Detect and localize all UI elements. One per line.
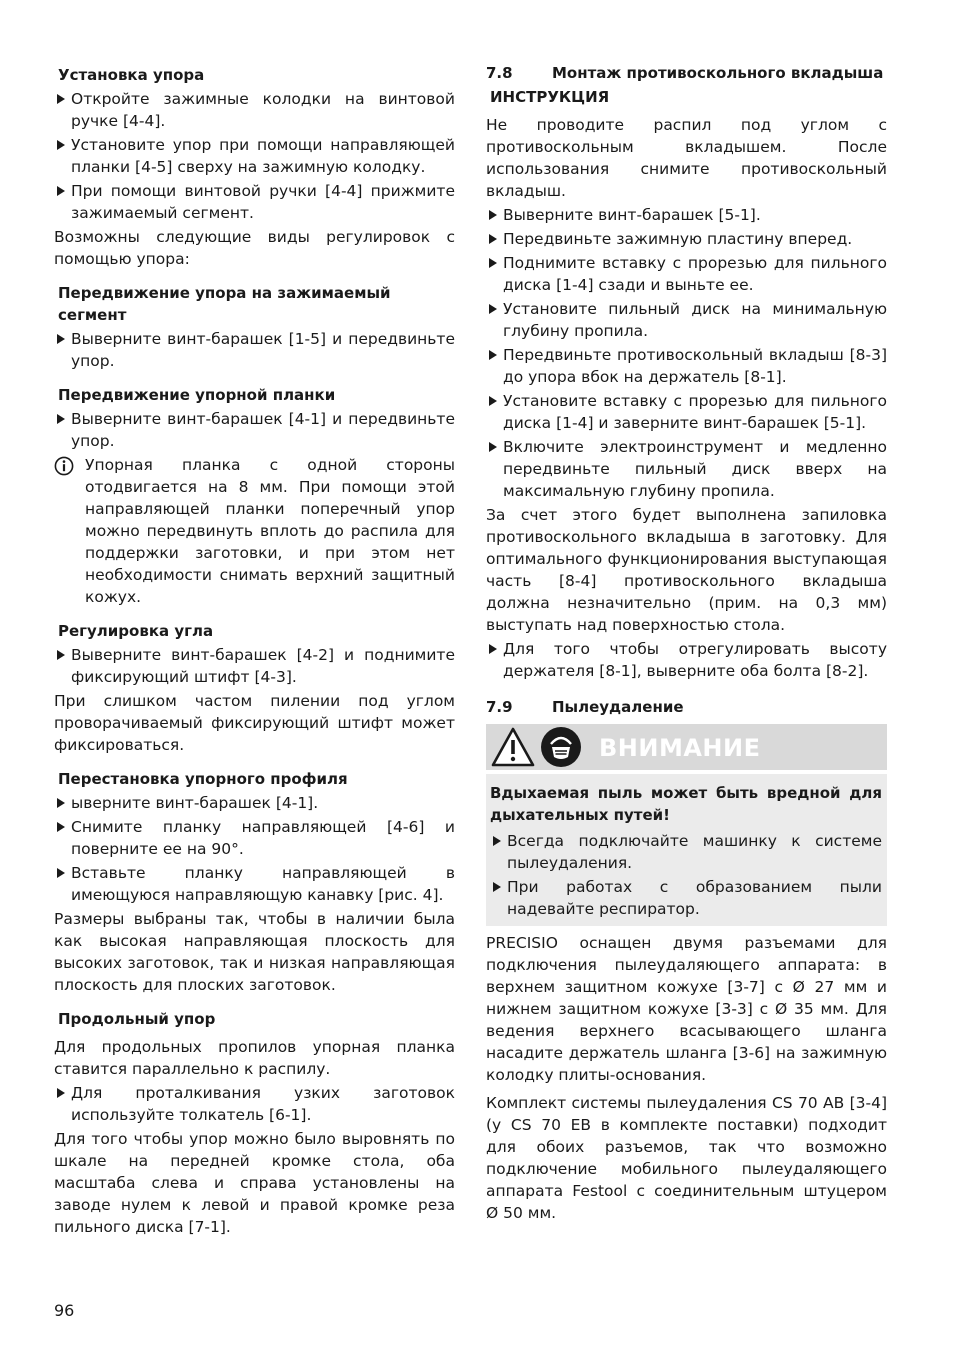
info-icon	[54, 456, 74, 476]
arrow-bullet-icon	[57, 414, 65, 424]
warning-text: Вдыхаемая пыль может быть вредной для дыхательных путей!	[490, 784, 882, 824]
paragraph: Не проводите распил под углом с противоскольным вкладышем. После использования снимите противоскольный вкладыш.	[486, 116, 887, 200]
arrow-bullet-icon	[489, 304, 497, 314]
paragraph: Возможны следующие виды регулировок с помощью упора:	[54, 228, 455, 268]
paragraph: Комплект системы пылеудаления CS 70 AB [3-4] (у CS 70 EB в комплекте поставки) подходит для обоих разъемов, так что возможно подключение мобильного пылеудаляющего аппарата Festool с соединительным штуцером Ø 50 мм.	[486, 1094, 887, 1222]
list-item: Поднимите вставку с прорезью для пильного диска [1-4] сзади и выньте ее.	[486, 252, 887, 296]
list-item: Передвиньте зажимную пластину вперед.	[486, 228, 887, 250]
list-item: Снимите планку направляющей [4-6] и поверните ее на 90°.	[54, 816, 455, 860]
instruction-heading: ИНСТРУКЦИЯ	[490, 88, 610, 106]
heading-rip-fence: Продольный упор	[58, 1010, 216, 1028]
list-item: Вставьте планку направляющей в имеющуюся направляющую канавку [рис. 4].	[54, 862, 455, 906]
list-item: Установите пильный диск на минимальную глубину пропила.	[486, 298, 887, 342]
list-item: Выверните винт-барашек [5-1].	[486, 204, 887, 226]
arrow-bullet-icon	[493, 882, 501, 892]
list-item: ыверните винт-барашек [4-1].	[54, 792, 455, 814]
paragraph: Для продольных пропилов упорная планка ставится параллельно к распилу.	[54, 1038, 455, 1078]
info-note: Упорная планка с одной стороны отодвигается на 8 мм. При помощи этой направляющей планки поперечный упор можно передвинуть вплоть до распила для поддержки заготовки, и при этом нет необходимости снимать верхний защитный кожух.	[54, 454, 455, 608]
list-item: Для того чтобы отрегулировать высоту держателя [8-1], выверните оба болта [8-2].	[486, 638, 887, 682]
list-item: Для проталкивания узких заготовок используйте толкатель [6-1].	[54, 1082, 455, 1126]
arrow-bullet-icon	[57, 186, 65, 196]
list-item: Выверните винт-барашек [4-1] и передвиньте упор.	[54, 408, 455, 452]
heading-move-to-clamp-segment: Передвижение упора на зажимаемый сегмент	[58, 284, 391, 324]
arrow-bullet-icon	[489, 350, 497, 360]
list-item: Откройте зажимные колодки на винтовой ручке [4-4].	[54, 88, 455, 132]
bullet-list	[486, 638, 887, 682]
bullet-list	[490, 830, 882, 920]
arrow-bullet-icon	[57, 798, 65, 808]
warning-triangle-icon	[490, 726, 536, 768]
list-item: Включите электроинструмент и медленно передвиньте пильный диск вверх на максимальную глубину пропила.	[486, 436, 887, 502]
section-heading-7-8	[486, 62, 887, 84]
bullet-list	[486, 204, 887, 502]
heading-angle-adjustment: Регулировка угла	[58, 622, 214, 640]
arrow-bullet-icon	[57, 868, 65, 878]
list-item: При помощи винтовой ручки [4-4] прижмите зажимаемый сегмент.	[54, 180, 455, 224]
arrow-bullet-icon	[57, 822, 65, 832]
list-item: Выверните винт-барашек [1-5] и передвиньте упор.	[54, 328, 455, 372]
arrow-bullet-icon	[489, 396, 497, 406]
list-item: Установите вставку с прорезью для пильного диска [1-4] и заверните винт-барашек [5-1].	[486, 390, 887, 434]
arrow-bullet-icon	[489, 442, 497, 452]
list-item: Установите упор при помощи направляющей планки [4-5] сверху на зажимную колодку.	[54, 134, 455, 178]
paragraph: Размеры выбраны так, чтобы в наличии была как высокая направляющая плоскость для высоких заготовок, так и низкая направляющая плоскость для плоских заготовок.	[54, 910, 455, 994]
section-title: Пылеудаление	[552, 698, 684, 716]
list-item: При работах с образованием пыли надевайте респиратор.	[490, 876, 882, 920]
warning-header	[486, 724, 887, 770]
paragraph: Для того чтобы упор можно было выровнять по шкале на передней кромке стола, оба масштаба слева и справа установлены на заводе нулем к левой и правой кромке реза пильного диска [7-1].	[54, 1130, 455, 1236]
list-item: Выверните винт-барашек [4-2] и поднимите фиксирующий штифт [4-3].	[54, 644, 455, 688]
bullet-list	[54, 88, 455, 224]
section-heading-7-9	[486, 696, 887, 718]
list-item: Всегда подключайте машинку к системе пылеудаления.	[490, 830, 882, 874]
bullet-list	[54, 792, 455, 906]
right-column	[486, 62, 887, 1224]
paragraph: PRECISIO оснащен двумя разъемами для подключения пылеудаляющего аппарата: в верхнем защитном кожухе [3-7] с Ø 27 мм и нижнем защитном кожухе [3-3] с Ø 35 мм. Для ведения верхнего всасывающего шланга насадите держатель шланга [3-6] на зажимную колодку плиты-основания.	[486, 934, 887, 1084]
warning-body	[486, 774, 887, 926]
bullet-list	[54, 328, 455, 372]
section-number: 7.8	[486, 64, 513, 82]
arrow-bullet-icon	[493, 836, 501, 846]
respirator-mask-icon	[540, 726, 582, 768]
bullet-list	[54, 408, 455, 452]
warning-title: ВНИМАНИЕ	[599, 734, 761, 762]
left-column	[54, 62, 455, 1238]
heading-move-stop-bar: Передвижение упорной планки	[58, 386, 336, 404]
arrow-bullet-icon	[57, 1088, 65, 1098]
arrow-bullet-icon	[57, 94, 65, 104]
bullet-list	[54, 1082, 455, 1126]
page-number: 96	[54, 1301, 75, 1320]
paragraph: За счет этого будет выполнена запиловка противоскольного вкладыша в заготовку. Для оптимального функционирования выступающая часть [8-4] противоскольного вкладыша должна незначительно (прим. на 0,3 мм) выступать над поверхностью стола.	[486, 506, 887, 634]
paragraph: При слишком частом пилении под углом проворачиваемый фиксирующий штифт может фиксироваться.	[54, 692, 455, 754]
bullet-list	[54, 644, 455, 688]
arrow-bullet-icon	[489, 644, 497, 654]
arrow-bullet-icon	[57, 650, 65, 660]
arrow-bullet-icon	[489, 258, 497, 268]
heading-stop-installation: Установка упора	[58, 66, 205, 84]
list-item: Передвиньте противоскольный вкладыш [8-3] до упора вбок на держатель [8-1].	[486, 344, 887, 388]
section-number: 7.9	[486, 698, 513, 716]
arrow-bullet-icon	[57, 334, 65, 344]
heading-stop-profile-reposition: Перестановка упорного профиля	[58, 770, 348, 788]
arrow-bullet-icon	[489, 234, 497, 244]
section-title: Монтаж противоскольного вкладыша	[552, 64, 884, 82]
arrow-bullet-icon	[57, 140, 65, 150]
arrow-bullet-icon	[489, 210, 497, 220]
